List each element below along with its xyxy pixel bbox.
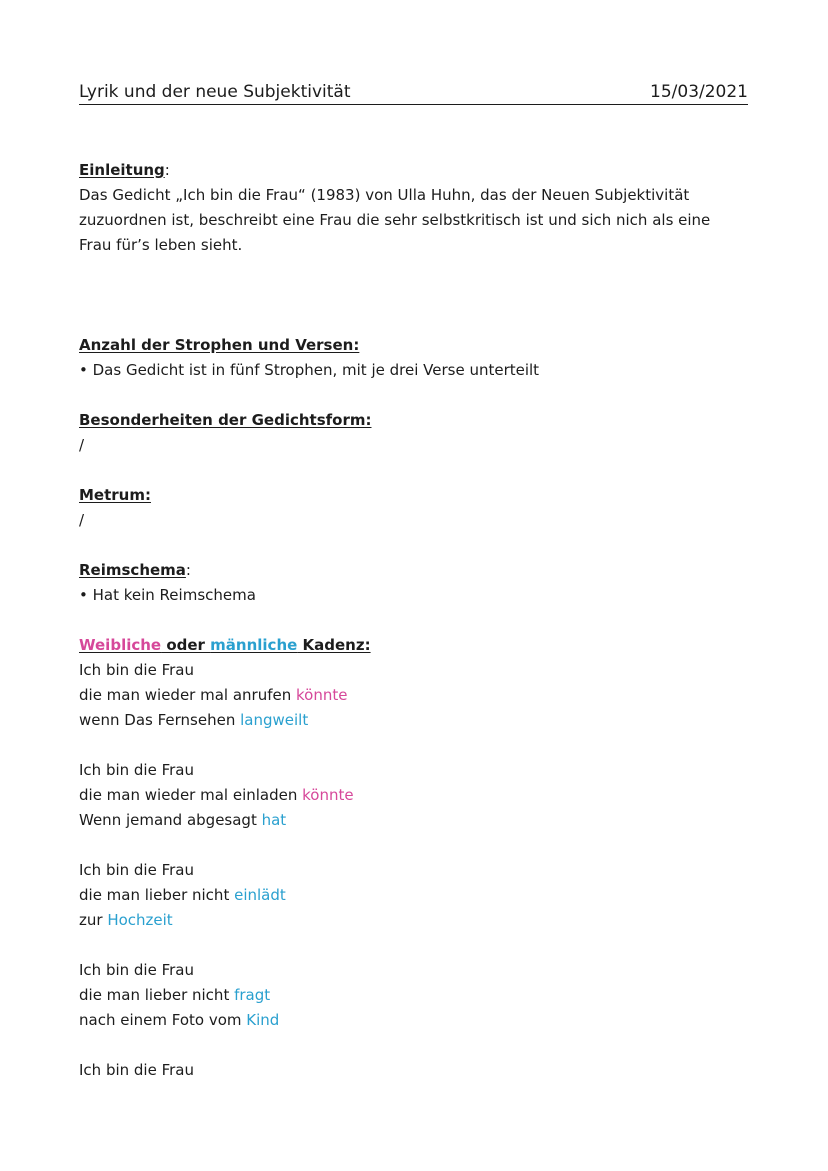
heading-metrum: Metrum: — [79, 486, 151, 504]
bullet-reimschema: • Hat kein Reimschema — [79, 586, 256, 604]
heading-kadenz — [79, 633, 749, 658]
heading-gedichtsform: Besonderheiten der Gedichtsform: — [79, 411, 372, 429]
poem-verse: die man lieber nicht einlädt — [79, 886, 286, 904]
heading-maennlich: männliche — [210, 636, 298, 654]
poem-verse: wenn Das Fernsehen langweilt — [79, 711, 309, 729]
verse-end-weiblich: könnte — [296, 686, 348, 704]
document-header — [79, 82, 748, 105]
heading-einleitung: Einleitung — [79, 161, 165, 179]
verse-end-weiblich: könnte — [302, 786, 354, 804]
heading-colon: : — [185, 561, 191, 579]
heading-weiblich: Weibliche — [79, 636, 162, 654]
verse-end-maennlich: einlädt — [234, 886, 286, 904]
verse-end-maennlich: hat — [261, 811, 287, 829]
poem-verse: Ich bin die Frau — [79, 661, 194, 679]
heading-strophen: Anzahl der Strophen und Versen: — [79, 336, 360, 354]
poem-verse: die man lieber nicht fragt — [79, 986, 271, 1004]
poem-verse: Ich bin die Frau — [79, 761, 194, 779]
paragraph-line: zuzuordnen ist, beschreibt eine Frau die sehr selbstkritisch ist und sich nich als eine — [79, 211, 711, 229]
paragraph-line: Das Gedicht „Ich bin die Frau“ (1983) von Ulla Huhn, das der Neuen Subjektivität — [79, 186, 690, 204]
verse-end-maennlich: langweilt — [240, 711, 309, 729]
poem-verse: nach einem Foto vom Kind — [79, 1011, 280, 1029]
bullet-strophen: • Das Gedicht ist in fünf Strophen, mit je drei Verse unterteilt — [79, 361, 540, 379]
heading-oder: oder — [161, 636, 211, 654]
verse-end-maennlich: Kind — [246, 1011, 280, 1029]
value-metrum: / — [79, 511, 85, 529]
poem-verse: die man wieder mal einladen könnte — [79, 786, 354, 804]
poem-verse: Ich bin die Frau — [79, 861, 194, 879]
poem-verse: Wenn jemand abgesagt hat — [79, 811, 287, 829]
value-gedichtsform: / — [79, 436, 85, 454]
verse-end-maennlich: Hochzeit — [107, 911, 173, 929]
section-einleitung-heading — [79, 158, 749, 183]
paragraph-line: Frau für’s leben sieht. — [79, 236, 243, 254]
poem-verse: Ich bin die Frau — [79, 1061, 194, 1079]
document-body — [79, 158, 749, 1083]
heading-colon: : — [164, 161, 170, 179]
poem-verse: Ich bin die Frau — [79, 961, 194, 979]
verse-end-maennlich: fragt — [234, 986, 271, 1004]
poem-verse: zur Hochzeit — [79, 911, 173, 929]
document-title: Lyrik und der neue Subjektivität — [79, 82, 351, 102]
heading-reimschema: Reimschema — [79, 561, 186, 579]
poem-verse: die man wieder mal anrufen könnte — [79, 686, 348, 704]
document-date: 15/03/2021 — [650, 82, 748, 102]
heading-kadenz-rest: Kadenz: — [297, 636, 371, 654]
